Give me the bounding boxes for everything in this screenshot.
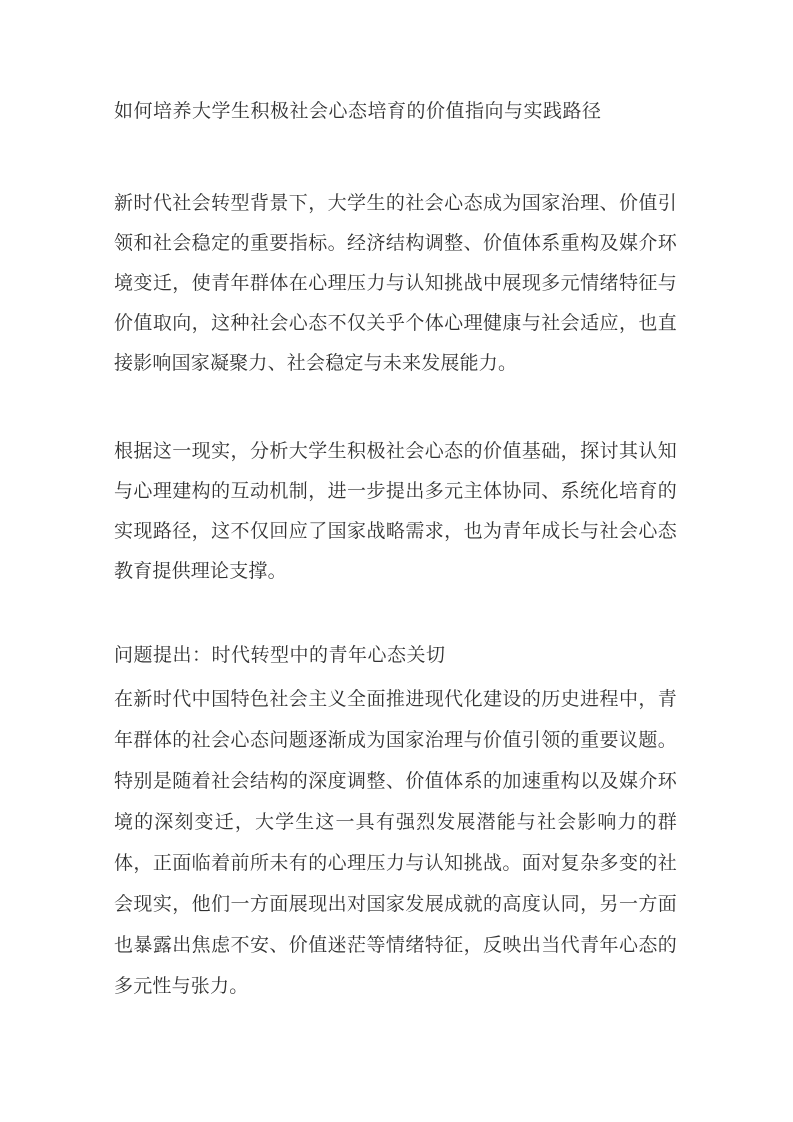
document-body (114, 92, 677, 1007)
document-title: 如何培养大学生积极社会心态培育的价值指向与实践路径 (114, 101, 602, 122)
intro-paragraph-2: 根据这一现实，分析大学生积极社会心态的价值基础，探讨其认知与心理建构的互动机制，进一步提出多元主体协同、系统化培育的实现路径，这不仅回应了国家战略需求，也为青年成长与社会心态教育提供理论支撑。 (114, 441, 677, 582)
intro-paragraph-1: 新时代社会转型背景下，大学生的社会心态成为国家治理、价值引领和社会稳定的重要指标。经济结构调整、价值体系重构及媒介环境变迁，使青年群体在心理压力与认知挑战中展现多元情绪特征与价值取向，这种社会心态不仅关乎个体心理健康与社会适应，也直接影响国家凝聚力、社会稳定与未来发展能力。 (114, 193, 677, 374)
section-heading: 问题提出：时代转型中的青年心态关切 (114, 645, 446, 666)
section-paragraph: 在新时代中国特色社会主义全面推进现代化建设的历史进程中，青年群体的社会心态问题逐渐成为国家治理与价值引领的重要议题。特别是随着社会结构的深度调整、价值体系的加速重构以及媒介环境的深刻变迁，大学生这一具有强烈发展潜能与社会影响力的群体，正面临着前所未有的心理压力与认知挑战。面对复杂多变的社会现实，他们一方面展现出对国家发展成就的高度认同，另一方面也暴露出焦虑不安、价值迷茫等情绪特征，反映出当代青年心态的多元性与张力。 (114, 689, 677, 997)
